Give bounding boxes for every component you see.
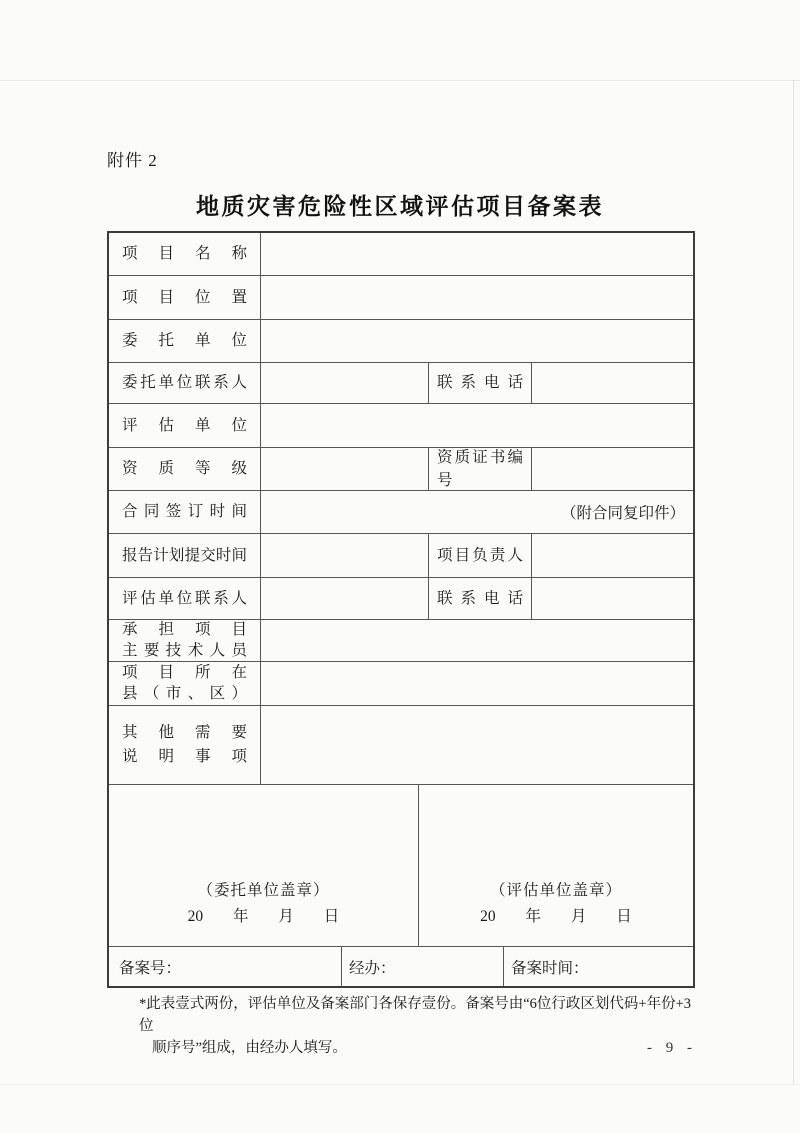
project-location-value — [260, 276, 693, 319]
project-county-value — [260, 662, 693, 705]
qualification-cert-no-label: 资质证书编号 — [428, 448, 531, 490]
row-client-unit — [109, 319, 693, 362]
row-qualification — [109, 447, 693, 490]
client-stamp-label: （委托单位盖章） — [197, 882, 330, 899]
client-phone-value — [531, 363, 693, 403]
row-client-contact — [109, 362, 693, 403]
client-stamp-date: 20 年 月 日 — [187, 908, 340, 925]
row-technical-staff — [109, 619, 693, 661]
footnote-line-2: 顺序号”组成，由经办人填写。 — [152, 1040, 347, 1056]
row-contract-sign-date — [109, 490, 693, 533]
row-project-county — [109, 661, 693, 705]
project-name-label: 项目名称 — [122, 245, 247, 263]
other-notes-value — [260, 706, 693, 784]
attachment-label: 附件 2 — [107, 151, 158, 170]
report-plan-date-value — [260, 534, 428, 577]
assessor-stamp-cell — [418, 785, 693, 946]
qualification-cert-no-value — [531, 448, 693, 490]
row-other-notes — [109, 705, 693, 784]
technical-staff-label: 承担项目 主要技术人员 — [122, 621, 247, 659]
contract-sign-date-label: 合同签订时间 — [122, 503, 247, 521]
row-project-name — [109, 233, 693, 275]
row-project-location — [109, 275, 693, 319]
row-assessor-contact — [109, 577, 693, 619]
client-contact-label: 委托单位联系人 — [122, 374, 247, 392]
other-notes-label: 其他需要 说明事项 — [122, 723, 247, 765]
row-report-plan-date — [109, 533, 693, 577]
assessor-phone-label: 联系电话 — [428, 578, 531, 619]
contract-sign-date-value — [260, 491, 693, 533]
assessor-stamp-date: 20 年 月 日 — [480, 908, 632, 925]
assessor-phone-value — [531, 578, 693, 619]
handler-label: 经办： — [341, 947, 503, 986]
row-record-info — [109, 946, 693, 986]
project-name-value — [260, 233, 693, 275]
project-leader-label: 项目负责人 — [428, 534, 531, 577]
assessment-unit-value — [260, 404, 693, 447]
technical-staff-value — [260, 620, 693, 661]
record-time-label: 备案时间： — [503, 947, 693, 986]
project-leader-value — [531, 534, 693, 577]
contract-copy-note: （附合同复印件） — [560, 505, 685, 522]
row-assessment-unit — [109, 403, 693, 447]
project-location-label: 项目位置 — [122, 288, 247, 306]
record-no-label: 备案号： — [119, 959, 182, 977]
qualification-level-label: 资质等级 — [122, 460, 247, 478]
page-edge-artifact-top — [0, 80, 800, 81]
client-stamp-cell — [109, 785, 418, 946]
assessor-stamp-label: （评估单位盖章） — [489, 882, 622, 899]
project-county-label: 项目所在 县（市、区） — [122, 664, 247, 702]
row-stamps — [109, 784, 693, 946]
page-title: 地质灾害危险性区域评估项目备案表 — [196, 193, 604, 219]
client-contact-value — [260, 363, 428, 403]
assessment-unit-label: 评估单位 — [122, 416, 247, 434]
assessor-contact-label: 评估单位联系人 — [122, 589, 247, 607]
page-edge-artifact-right — [793, 80, 794, 1085]
client-phone-label: 联系电话 — [428, 363, 531, 403]
page-edge-artifact-bottom — [0, 1084, 800, 1085]
client-unit-label: 委托单位 — [122, 332, 247, 350]
filing-form-table — [107, 231, 695, 988]
client-unit-value — [260, 320, 693, 362]
qualification-level-value — [260, 448, 428, 490]
footnote-line-1: *此表壹式两份，评估单位及备案部门各保存壹份。备案号由“6位行政区划代码+年份+3位 — [139, 996, 692, 1034]
page-number: - 9 - — [647, 1040, 697, 1056]
assessor-contact-value — [260, 578, 428, 619]
report-plan-date-label: 报告计划提交时间 — [122, 546, 247, 564]
